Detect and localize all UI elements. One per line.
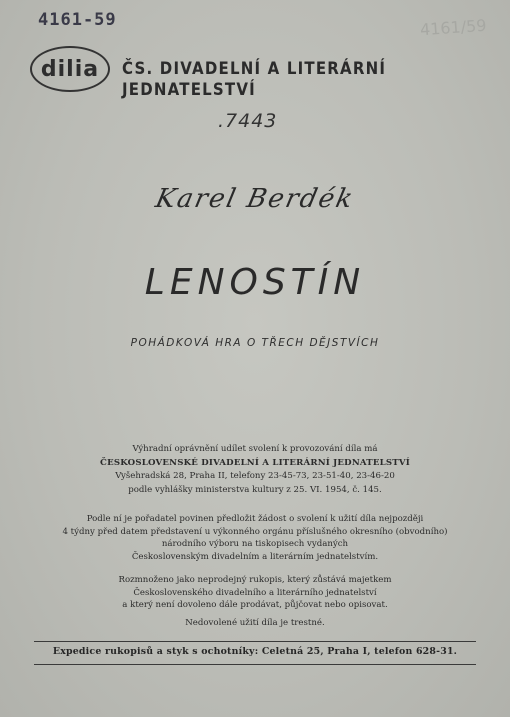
penalty-notice: [0, 617, 510, 630]
notice-line: 4 týdny před datem představení u výkonného orgánu příslušného okresního (obvodního): [62, 526, 448, 537]
logo-text: dilia: [40, 56, 100, 82]
footer-contact: Expedice rukopisů a styk s ochotníky: Celetná 25, Praha I, telefon 628-31.: [52, 646, 458, 657]
catalog-number: .7443: [218, 110, 278, 132]
notice-line: Československým divadelním a literárním jednatelstvím.: [131, 551, 379, 562]
rights-statement: [0, 443, 510, 497]
footer-divider-bottom: [34, 664, 476, 665]
rights-line: ČESKOSLOVENSKÉ DIVADELNÍ A LITERÁRNÍ JEDNATELSTVÍ: [100, 457, 410, 468]
footer-divider-top: [34, 641, 476, 642]
notice-line: Podle ní je pořadatel povinen předložit žádost o svolení k užití díla nejpozději: [86, 514, 424, 524]
dilia-logo: [30, 46, 110, 92]
notice-line: Nedovolené užití díla je trestné.: [185, 618, 325, 628]
notice-line: Československého divadelního a literárního jednatelství: [133, 587, 377, 598]
pencil-annotation: 4161/59: [418, 15, 487, 40]
application-notice: [0, 513, 510, 563]
notice-line: národního výboru na tiskopisech vydaných: [161, 539, 349, 550]
rights-line: podle vyhlášky ministerstva kultury z 25. VI. 1954, č. 145.: [128, 484, 382, 495]
copyright-notice: [0, 574, 510, 612]
inventory-number-stamp: 4161-59: [38, 10, 117, 30]
play-subtitle: POHÁDKOVÁ HRA O TŘECH DĚJSTVÍCH: [130, 337, 380, 349]
notice-line: Rozmnoženo jako neprodejný rukopis, který zůstává majetkem: [118, 575, 392, 585]
rights-line: Vyšehradská 28, Praha II, telefony 23-45-73, 23-51-40, 23-46-20: [115, 471, 395, 482]
author-name: Karel Berdék: [152, 184, 358, 214]
rights-line: Výhradní oprávnění udílet svolení k provozování díla má: [132, 444, 378, 454]
play-title: LENOSTÍN: [144, 262, 366, 303]
notice-line: a který není dovoleno dále prodávat, půjčovat nebo opisovat.: [122, 600, 388, 611]
publisher-name: ČS. DIVADELNÍ A LITERÁRNÍ JEDNATELSTVÍ: [122, 58, 387, 100]
